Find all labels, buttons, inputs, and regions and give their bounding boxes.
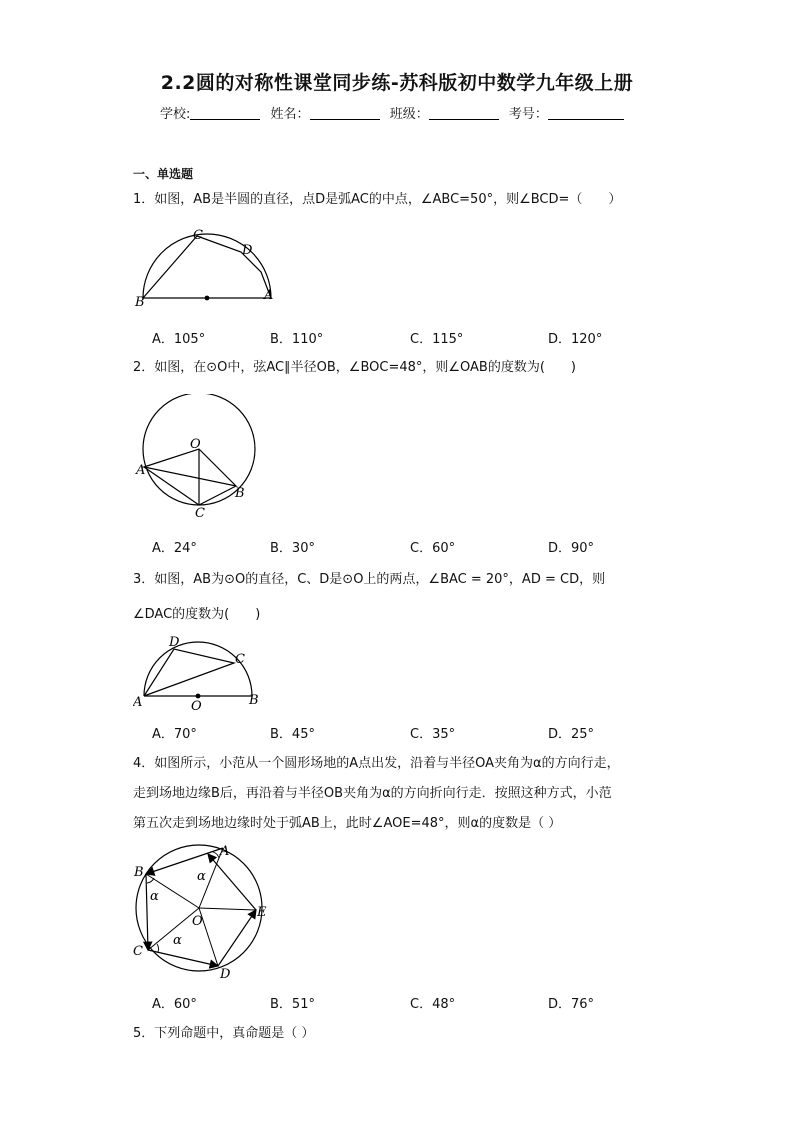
question-2-text: 2．如图，在⊙O中，弦AC∥半径OB，∠BOC=48°，则∠OAB的度数为( ) <box>133 360 576 375</box>
question-4-text-line3: 第五次走到场地边缘时处于弧AB上，此时∠AOE=48°，则α的度数是（ ） <box>133 816 562 831</box>
fig1-label-b: B <box>135 295 145 310</box>
q2-option-c[interactable]: C．60° <box>410 541 456 556</box>
q3-option-a[interactable]: A．70° <box>152 727 197 742</box>
q4-option-c[interactable]: C．48° <box>410 997 456 1012</box>
fig4-label-alpha-2: α <box>150 889 159 904</box>
fig4-label-o: O <box>192 914 203 929</box>
question-2-figure <box>133 394 273 522</box>
name-label: 姓名： <box>270 107 310 122</box>
name-blank <box>310 107 380 120</box>
fig3-label-d: D <box>169 635 180 650</box>
q1-option-a[interactable]: A．105° <box>152 332 206 347</box>
question-3-figure <box>133 632 263 712</box>
question-5-text: 5．下列命题中，真命题是（ ） <box>133 1026 315 1041</box>
fig3-label-c: C <box>235 652 245 667</box>
q3-option-c[interactable]: C．35° <box>410 727 456 742</box>
question-3-text-line2: ∠DAC的度数为( ) <box>133 607 261 622</box>
fig2-label-a: A <box>136 463 146 478</box>
q2-option-b[interactable]: B．30° <box>270 541 315 556</box>
fig3-label-b: B <box>249 693 259 708</box>
number-blank <box>548 107 624 120</box>
fig1-label-c: C <box>193 228 203 243</box>
q3-option-b[interactable]: B．45° <box>270 727 315 742</box>
fig4-label-b: B <box>134 865 144 880</box>
fig4-label-c: C <box>133 944 143 959</box>
number-label: 考号： <box>508 107 548 122</box>
page-title: 2.2圆的对称性课堂同步练-苏科版初中数学九年级上册 <box>160 72 634 94</box>
section-title: 一、单选题 <box>133 167 194 181</box>
fig1-label-a: A <box>264 288 274 303</box>
q4-option-d[interactable]: D．76° <box>548 997 595 1012</box>
question-1-figure <box>133 224 283 310</box>
question-3-text-line1: 3．如图，AB为⊙O的直径，C、D是⊙O上的两点，∠BAC = 20°，AD = CD，则 <box>133 572 606 587</box>
class-blank <box>429 107 499 120</box>
q1-option-b[interactable]: B．110° <box>270 332 324 347</box>
q2-option-d[interactable]: D．90° <box>548 541 595 556</box>
q4-option-b[interactable]: B．51° <box>270 997 315 1012</box>
q3-option-d[interactable]: D．25° <box>548 727 595 742</box>
class-label: 班级： <box>389 107 429 122</box>
fig3-label-a: A <box>133 695 143 710</box>
question-4-figure <box>130 838 276 984</box>
school-label: 学校: <box>160 107 191 122</box>
q1-option-c[interactable]: C．115° <box>410 332 464 347</box>
question-4-text-line2: 走到场地边缘B后，再沿着与半径OB夹角为α的方向折向行走．按照这种方式，小范 <box>133 786 612 801</box>
q2-option-a[interactable]: A．24° <box>152 541 197 556</box>
fig4-label-alpha-3: α <box>173 933 182 948</box>
fig3-label-o: O <box>191 699 202 712</box>
fig4-label-e: E <box>257 905 267 920</box>
question-1-text: 1．如图，AB是半圆的直径，点D是弧AC的中点，∠ABC=50°，则∠BCD=（ ） <box>133 192 622 207</box>
fig4-label-alpha-1: α <box>197 869 206 884</box>
fig4-label-a: A <box>220 844 230 859</box>
student-info-line <box>160 103 630 122</box>
fig1-label-d: D <box>242 243 253 258</box>
q4-option-a[interactable]: A．60° <box>152 997 197 1012</box>
fig4-label-d: D <box>220 967 231 982</box>
school-blank <box>190 107 260 120</box>
q1-option-d[interactable]: D．120° <box>548 332 603 347</box>
fig2-label-c: C <box>195 506 205 521</box>
question-4-text-line1: 4．如图所示，小范从一个圆形场地的A点出发，沿着与半径OA夹角为α的方向行走， <box>133 756 620 771</box>
fig2-label-b: B <box>235 486 245 501</box>
fig2-label-o: O <box>190 437 201 452</box>
